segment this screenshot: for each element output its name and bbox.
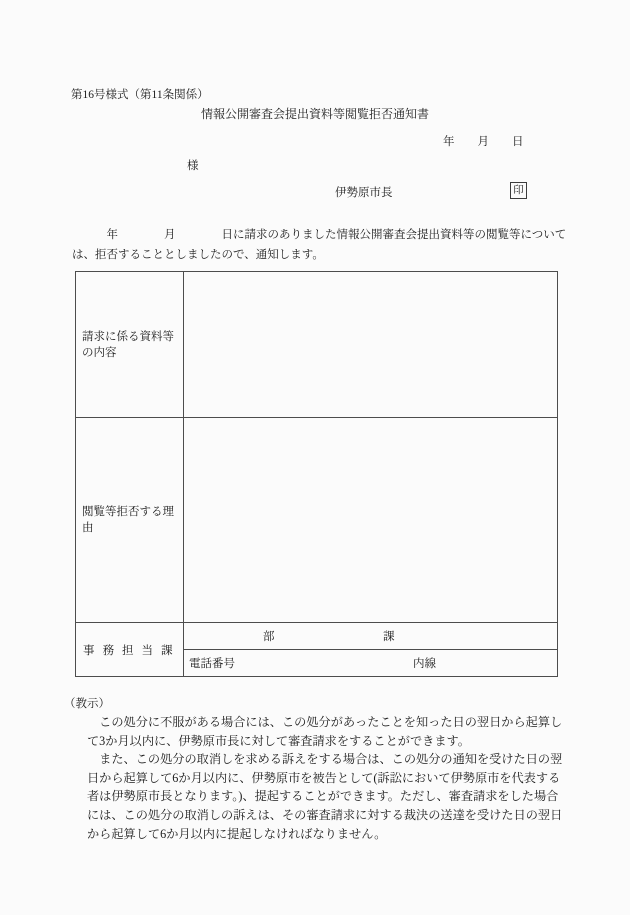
notification-body [72,226,566,265]
seal-mark: 印 [510,182,527,199]
appeal-instruction-line: から起算して6か月以内に提起しなければなりません。 [87,826,387,841]
contact-department-label: 事務担当課 [76,623,184,677]
document-title: 情報公開審査会提出資料等閲覧拒否通知書 [200,107,429,121]
refusal-reason-row [76,418,558,623]
addressee-honorific: 様 [187,160,199,172]
refusal-reason-field [184,418,558,623]
form-number: 第16号様式（第11条関係） [71,89,209,101]
issuer-name: 伊勢原市長 [335,187,393,199]
section-suffix-label: 課 [383,631,395,643]
appeal-instruction-line: この処分に不服がある場合には、この処分があったことを知った日の翌日から起算し [87,715,563,729]
form-table [75,271,558,677]
refusal-reason-label: 閲覧等拒否する理由 [76,418,184,623]
department-section-line [184,623,557,650]
contact-cell [184,623,558,677]
notification-body-line: は、拒否することとしましたので、通知します。 [72,248,324,261]
appeal-instruction-line: 者は伊勢原市長となります。)、提起することができます。ただし、審査請求をした場合 [87,789,559,804]
request-contents-row [76,272,558,418]
contact-row [76,623,558,677]
phone-number-label: 電話番号 [189,658,235,670]
department-suffix-label: 部 [263,631,275,643]
notification-body-line: 年 月 日に請求のありました情報公開審査会提出資料等の閲覧等について [72,229,567,241]
appeal-instructions [64,696,562,843]
request-contents-label: 請求に係る資料等の内容 [76,272,184,418]
appeal-instructions-body [87,713,562,843]
date-blank-line: 年 月 日 [443,136,524,148]
appeal-instruction-line: また、この処分の取消しを求める訴えをする場合は、この処分の通知を受けた日の翌 [87,752,563,767]
phone-extension-line [184,650,557,676]
appeal-instruction-line: には、この処分の取消しの訴えは、その審査請求に対する裁決の送達を受けた日の翌日 [87,807,563,822]
request-contents-field [184,272,558,418]
appeal-instruction-line: て3か月以内に、伊勢原市長に対して審査請求をすることができます。 [87,733,470,748]
appeal-instruction-line: 日から起算して6か月以内に、伊勢原市を被告として(訴訟において伊勢原市を代表する [87,770,561,785]
extension-label: 内線 [413,658,436,670]
appeal-instructions-heading: （教示） [64,698,110,710]
